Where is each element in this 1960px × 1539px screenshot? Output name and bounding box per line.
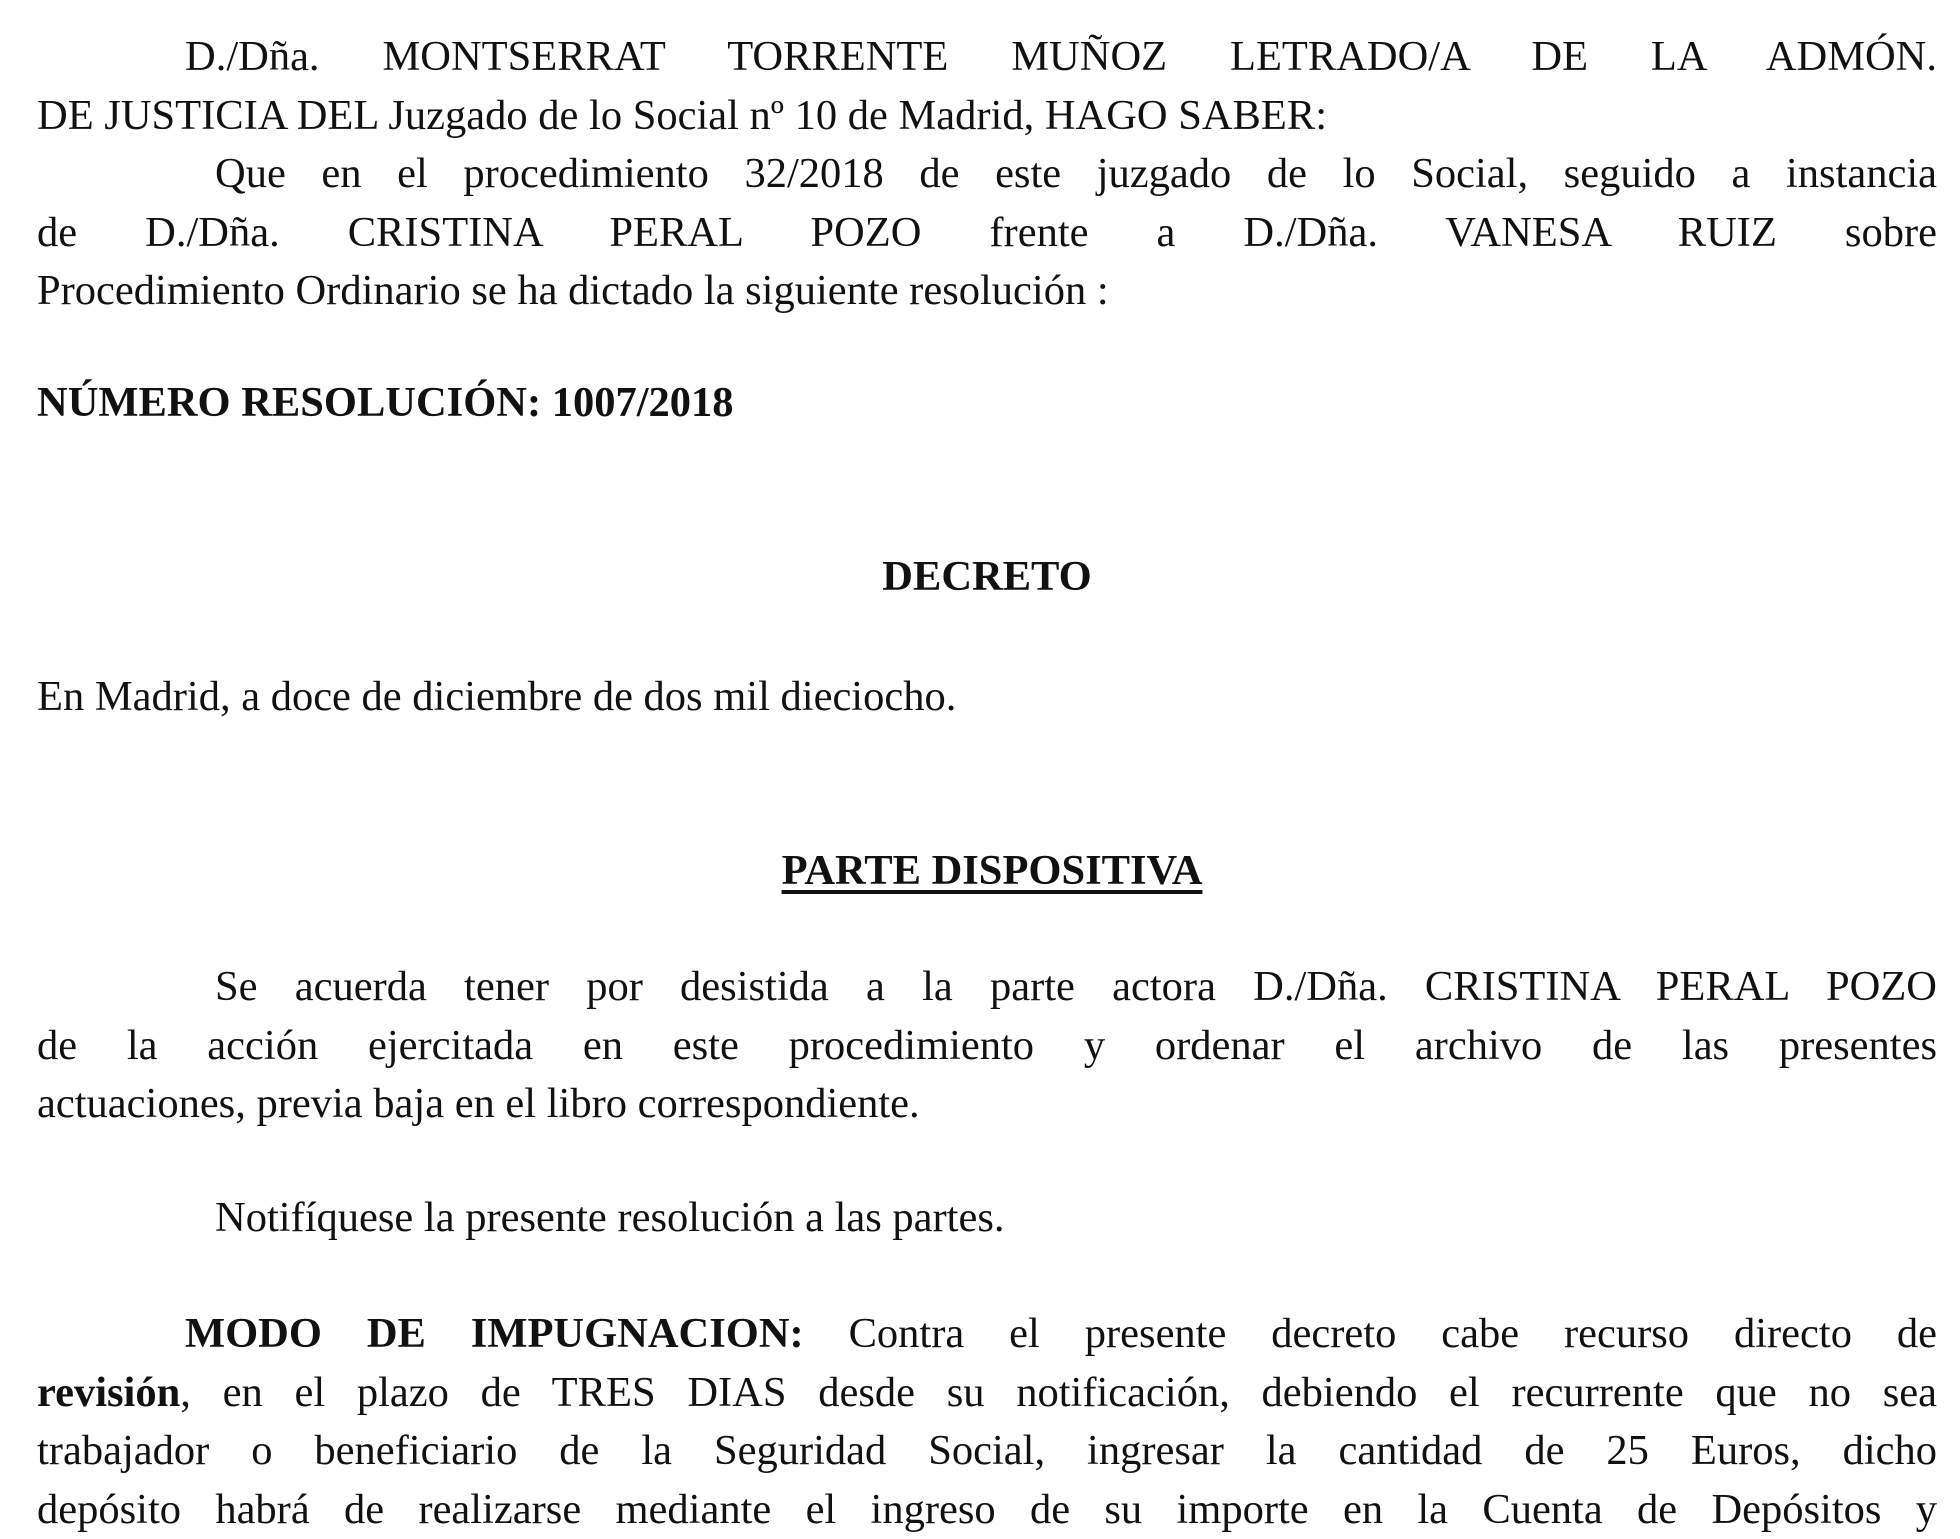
procedure-line-2: de D./Dña. CRISTINA PERAL POZO frente a D./Dña. VANESA RUIZ sobre [37, 204, 1937, 263]
procedure-line-1: Que en el procedimiento 32/2018 de este juzgado de lo Social, seguido a instancia [37, 145, 1937, 204]
impugnacion-line-4: depósito habrá de realizarse mediante el ingreso de su importe en la Cuenta de Depósitos y [37, 1481, 1937, 1539]
impugnacion-line-1 [37, 1305, 1937, 1364]
resolution-number [37, 374, 1937, 433]
dispositiva-heading [37, 842, 1937, 901]
procedure-paragraph [37, 145, 1937, 321]
dispositiva-line-2: de la acción ejercitada en este procedimiento y ordenar el archivo de las presentes [37, 1017, 1937, 1076]
date-line-text: En Madrid, a doce de diciembre de dos mil dieciocho. [37, 668, 1937, 727]
date-line [37, 668, 1937, 727]
intro-line-1: D./Dña. MONTSERRAT TORRENTE MUÑOZ LETRADO/A DE LA ADMÓN. [37, 28, 1937, 87]
resolution-number-text: NÚMERO RESOLUCIÓN: 1007/2018 [37, 374, 1937, 433]
intro-line-2: DE JUSTICIA DEL Juzgado de lo Social nº 10 de Madrid, HAGO SABER: [37, 87, 1937, 146]
impugnacion-line-2-rest: , en el plazo de TRES DIAS desde su notificación, debiendo el recurrente que no sea [180, 1369, 1937, 1416]
impugnacion-paragraph [37, 1305, 1937, 1539]
impugnacion-line-2 [37, 1364, 1937, 1423]
dispositiva-heading-text: PARTE DISPOSITIVA [782, 847, 1203, 894]
decreto-heading [37, 548, 1937, 607]
notify-text: Notifíquese la presente resolución a las partes. [37, 1189, 1937, 1248]
dispositiva-line-3: actuaciones, previa baja en el libro correspondiente. [37, 1075, 1937, 1134]
impugnacion-line-3: trabajador o beneficiario de la Seguridad Social, ingresar la cantidad de 25 Euros, dicho [37, 1422, 1937, 1481]
impugnacion-label: MODO DE IMPUGNACION: [185, 1310, 804, 1357]
intro-paragraph [37, 28, 1937, 145]
dispositiva-paragraph [37, 958, 1937, 1134]
revision-word: revisión [37, 1369, 180, 1416]
notify-paragraph [37, 1189, 1937, 1248]
impugnacion-line-1-rest: Contra el presente decreto cabe recurso directo de [804, 1310, 1937, 1357]
decreto-heading-text: DECRETO [37, 548, 1937, 607]
dispositiva-line-1: Se acuerda tener por desistida a la parte actora D./Dña. CRISTINA PERAL POZO [37, 958, 1937, 1017]
procedure-line-3: Procedimiento Ordinario se ha dictado la siguiente resolución : [37, 262, 1937, 321]
